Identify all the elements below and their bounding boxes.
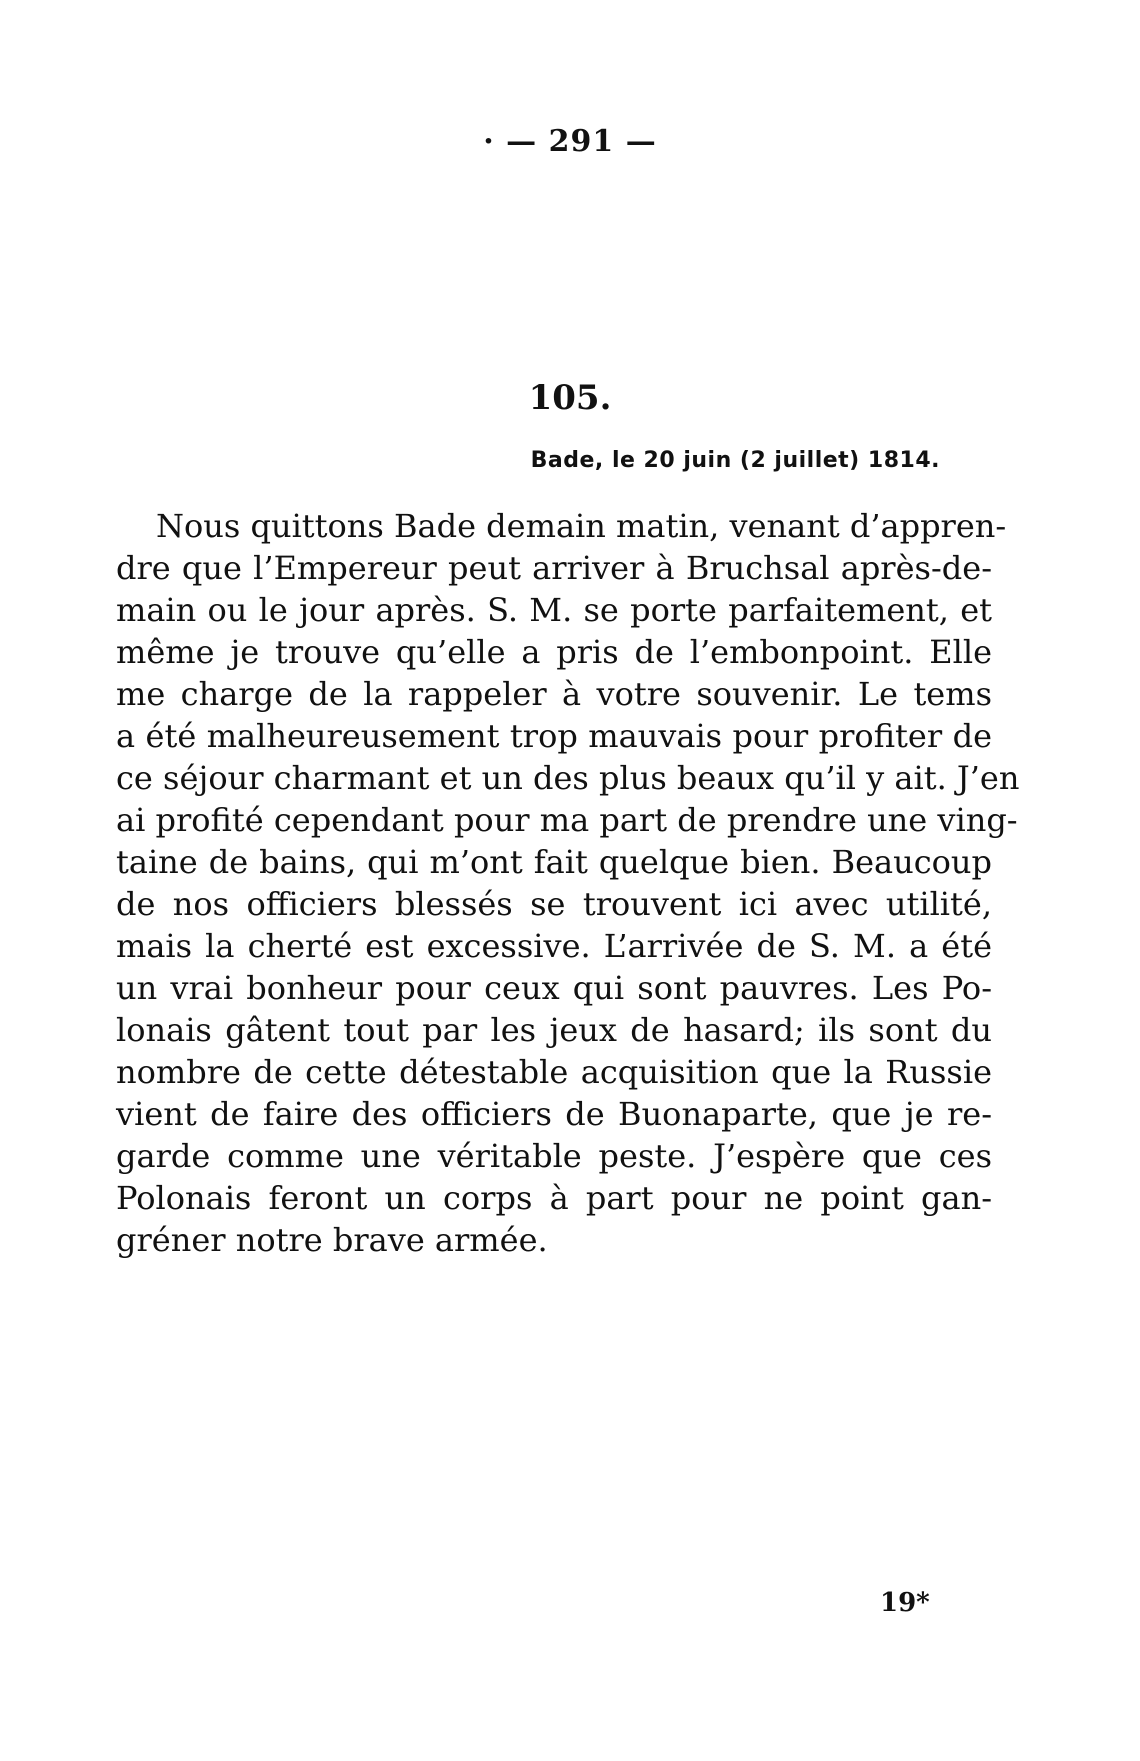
body-line: main ou le jour après. S. M. se porte parfaitement, et xyxy=(116,591,992,629)
body-line: même je trouve qu’elle a pris de l’embonpoint. Elle xyxy=(116,633,992,671)
letter-number: 105. xyxy=(528,378,612,418)
body-line: gréner notre brave armée. xyxy=(116,1221,548,1259)
body-line: Nous quittons Bade demain matin, venant d’appren- xyxy=(156,507,1007,545)
body-line: garde comme une véritable peste. J’espère que ces xyxy=(116,1137,992,1175)
body-line: de nos officiers blessés se trouvent ici avec utilité, xyxy=(116,885,992,923)
letter-body xyxy=(116,505,1020,1261)
body-line: nombre de cette détestable acquisition que la Russie xyxy=(116,1053,992,1091)
body-line: Polonais feront un corps à part pour ne point gan- xyxy=(116,1179,992,1217)
body-line: taine de bains, qui m’ont fait quelque bien. Beaucoup xyxy=(116,843,992,881)
signature-mark: 19* xyxy=(880,1588,930,1618)
body-line: un vrai bonheur pour ceux qui sont pauvres. Les Po- xyxy=(116,969,992,1007)
dateline: Bade, le 20 juin (2 juillet) 1814. xyxy=(530,448,940,473)
body-line: vient de faire des officiers de Buonaparte, que je re- xyxy=(116,1095,992,1133)
body-line: me charge de la rappeler à votre souvenir. Le tems xyxy=(116,675,992,713)
body-line: a été malheureusement trop mauvais pour profiter de xyxy=(116,717,992,755)
body-line: ai profité cependant pour ma part de prendre une ving- xyxy=(116,801,1018,839)
page-header: · — 291 — xyxy=(483,124,657,159)
body-line: dre que l’Empereur peut arriver à Bruchsal après-de- xyxy=(116,549,992,587)
body-line: mais la cherté est excessive. L’arrivée de S. M. a été xyxy=(116,927,992,965)
body-line: lonais gâtent tout par les jeux de hasard; ils sont du xyxy=(116,1011,992,1049)
body-line: ce séjour charmant et un des plus beaux qu’il y ait. J’en xyxy=(116,759,1020,797)
